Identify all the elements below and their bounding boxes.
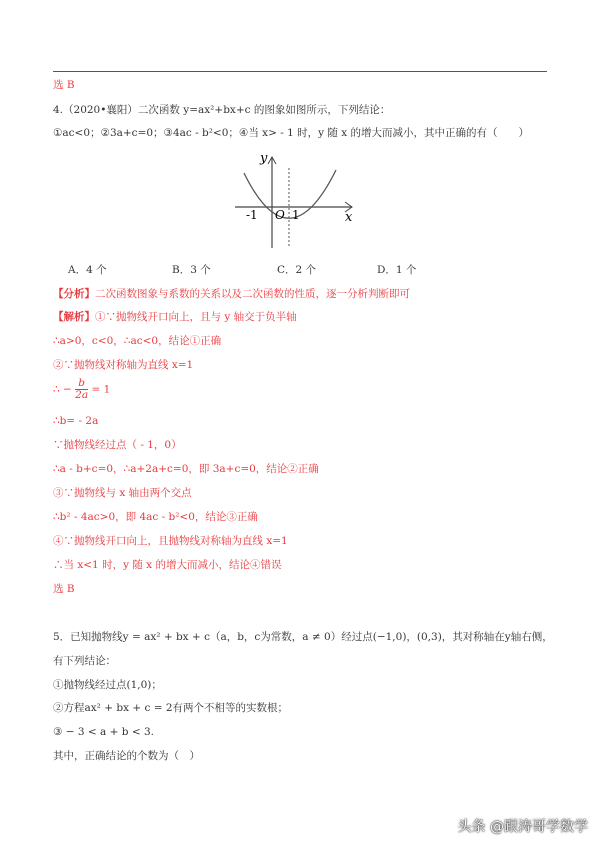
q5-line: 5．已知抛物线y = ax² + bx + c（a，b，c为常数，a ≠ 0）经过点(−1,0)，(0,3)，其对称轴在y轴右侧，	[53, 631, 553, 643]
q4-conclusions: ①ac<0；②3a+c=0；③4ac - b²<0；④当 x> - 1 时，y 随 x 的增大而减小，其中正确的有（ ）	[53, 127, 529, 139]
one-label: 1	[292, 208, 300, 222]
solution-step: ∵抛物线经过点（ - 1，0）	[53, 439, 182, 451]
parabola-graph	[220, 140, 370, 250]
frac-den: 2a	[75, 389, 89, 401]
frac-prefix: ∴ −	[53, 383, 72, 396]
q5-line: 其中，正确结论的个数为（ ）	[53, 750, 200, 762]
q5-line: ③ − 3 < a + b < 3.	[53, 726, 154, 738]
option-a: A．4 个	[68, 264, 107, 276]
q5-line: ①抛物线经过点(1,0)；	[53, 679, 162, 691]
option-d: D．1 个	[377, 264, 417, 276]
option-b: B．3 个	[172, 264, 211, 276]
solution-step: ∴b² - 4ac>0，即 4ac - b²<0，结论③正确	[53, 511, 258, 523]
analysis	[53, 287, 410, 301]
q4-answer: 选 B	[53, 583, 75, 595]
minus-one-label: -1	[246, 208, 258, 222]
q5-line: 有下列结论：	[53, 655, 116, 667]
origin-label: O	[275, 208, 285, 222]
option-c: C．2 个	[277, 264, 317, 276]
solution-tag: 【解析】	[53, 311, 95, 323]
fraction-step	[53, 378, 110, 401]
solution-step: ∴a - b+c=0，∴a+2a+c=0，即 3a+c=0，结论②正确	[53, 463, 319, 475]
analysis-tag: 【分析】	[53, 288, 95, 300]
solution-step: ③∵抛物线与 x 轴由两个交点	[53, 487, 192, 499]
fraction	[75, 378, 88, 401]
solution-step: ∴b= - 2a	[53, 415, 99, 427]
analysis-text: 二次函数图象与系数的关系以及二次函数的性质，逐一分析判断即可	[95, 288, 410, 300]
solution	[53, 310, 297, 324]
solution-step: ∴当 x<1 时，y 随 x 的增大而减小，结论④错误	[53, 559, 282, 571]
parabola-curve	[244, 170, 336, 218]
frac-num: b	[75, 378, 88, 390]
watermark: 头条 @跟涛哥学数学	[457, 819, 588, 835]
solution-text: ①∵抛物线开口向上，且与 y 轴交于负半轴	[95, 311, 297, 323]
q4-stem: 4.（2020•襄阳）二次函数 y=ax²+bx+c 的图象如图所示，下列结论：	[53, 104, 391, 116]
divider	[53, 71, 547, 72]
solution-step: ④∵抛物线开口向上，且抛物线对称轴为直线 x=1	[53, 535, 288, 547]
frac-suffix: = 1	[91, 383, 111, 396]
solution-step: ∴a>0，c<0，∴ac<0，结论①正确	[53, 335, 222, 347]
solution-step: ②∵抛物线对称轴为直线 x=1	[53, 359, 194, 371]
y-label: y	[260, 151, 268, 166]
q5-line: ②方程ax² + bx + c = 2有两个不相等的实数根；	[53, 702, 289, 714]
x-label: x	[345, 210, 353, 225]
prev-answer: 选 B	[53, 79, 75, 91]
